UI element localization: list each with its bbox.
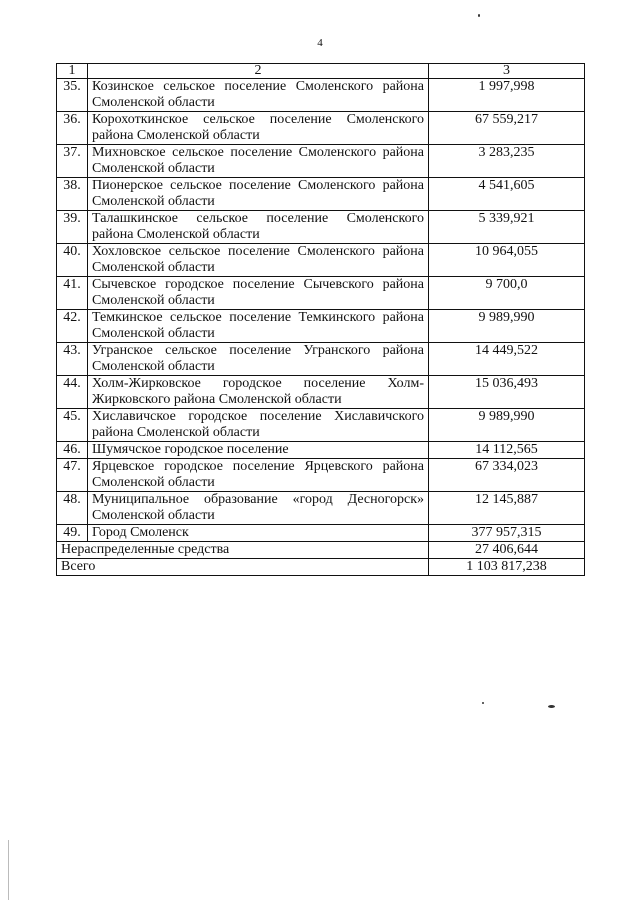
row-number: 37. [57, 145, 88, 178]
amount-value: 14 449,522 [429, 343, 585, 376]
total-label: Всего [57, 559, 429, 576]
settlement-name: Хохловское сельское поселение Смоленского района Смоленской области [88, 244, 429, 277]
table-row [57, 211, 585, 244]
total-row [57, 559, 585, 576]
settlement-name: Ярцевское городское поселение Ярцевского района Смоленской области [88, 459, 429, 492]
row-number: 38. [57, 178, 88, 211]
settlement-name: Пионерское сельское поселение Смоленского района Смоленской области [88, 178, 429, 211]
table-row [57, 442, 585, 459]
amount-value: 12 145,887 [429, 492, 585, 525]
row-number: 41. [57, 277, 88, 310]
amount-value: 14 112,565 [429, 442, 585, 459]
table-row [57, 409, 585, 442]
header-col-2: 2 [88, 64, 429, 79]
settlement-name: Холм-Жирковское городское поселение Холм-Жирковского района Смоленской области [88, 376, 429, 409]
page-number: 4 [317, 37, 323, 49]
settlement-name: Михновское сельское поселение Смоленского района Смоленской области [88, 145, 429, 178]
table-row [57, 343, 585, 376]
table-row [57, 492, 585, 525]
amount-value: 9 989,990 [429, 310, 585, 343]
scan-speck [478, 14, 480, 17]
settlement-name: Хиславичское городское поселение Хиславичского района Смоленской области [88, 409, 429, 442]
amount-value: 1 997,998 [429, 79, 585, 112]
header-col-3: 3 [429, 64, 585, 79]
scan-speck [482, 702, 484, 704]
amount-value: 9 700,0 [429, 277, 585, 310]
total-value: 1 103 817,238 [429, 559, 585, 576]
table-row [57, 145, 585, 178]
row-number: 35. [57, 79, 88, 112]
row-number: 49. [57, 525, 88, 542]
row-number: 45. [57, 409, 88, 442]
settlement-name: Козинское сельское поселение Смоленского района Смоленской области [88, 79, 429, 112]
settlement-name: Сычевское городское поселение Сычевского района Смоленской области [88, 277, 429, 310]
row-number: 40. [57, 244, 88, 277]
header-col-1: 1 [57, 64, 88, 79]
table-header-row [57, 64, 585, 79]
amount-value: 10 964,055 [429, 244, 585, 277]
table-row [57, 277, 585, 310]
row-number: 47. [57, 459, 88, 492]
undistributed-row [57, 542, 585, 559]
row-number: 39. [57, 211, 88, 244]
amount-value: 9 989,990 [429, 409, 585, 442]
table-row [57, 459, 585, 492]
table-row [57, 112, 585, 145]
settlement-name: Корохоткинское сельское поселение Смоленского района Смоленской области [88, 112, 429, 145]
table-row [57, 525, 585, 542]
amount-value: 67 559,217 [429, 112, 585, 145]
settlement-name: Муниципальное образование «город Десногорск» Смоленской области [88, 492, 429, 525]
row-number: 42. [57, 310, 88, 343]
amount-value: 5 339,921 [429, 211, 585, 244]
table-row [57, 310, 585, 343]
settlement-name: Город Смоленск [88, 525, 429, 542]
settlement-name: Талашкинское сельское поселение Смоленского района Смоленской области [88, 211, 429, 244]
row-number: 36. [57, 112, 88, 145]
settlement-name: Шумячское городское поселение [88, 442, 429, 459]
amount-value: 67 334,023 [429, 459, 585, 492]
table-row [57, 178, 585, 211]
row-number: 48. [57, 492, 88, 525]
amount-value: 4 541,605 [429, 178, 585, 211]
row-number: 46. [57, 442, 88, 459]
undistributed-value: 27 406,644 [429, 542, 585, 559]
undistributed-label: Нераспределенные средства [57, 542, 429, 559]
row-number: 43. [57, 343, 88, 376]
table-row [57, 376, 585, 409]
table-row [57, 79, 585, 112]
allocation-table [56, 63, 585, 576]
amount-value: 3 283,235 [429, 145, 585, 178]
settlement-name: Угранское сельское поселение Угранского района Смоленской области [88, 343, 429, 376]
table-row [57, 244, 585, 277]
settlement-name: Темкинское сельское поселение Темкинского района Смоленской области [88, 310, 429, 343]
amount-value: 377 957,315 [429, 525, 585, 542]
scan-speck [548, 705, 555, 708]
amount-value: 15 036,493 [429, 376, 585, 409]
scan-edge-mark [8, 840, 9, 900]
row-number: 44. [57, 376, 88, 409]
